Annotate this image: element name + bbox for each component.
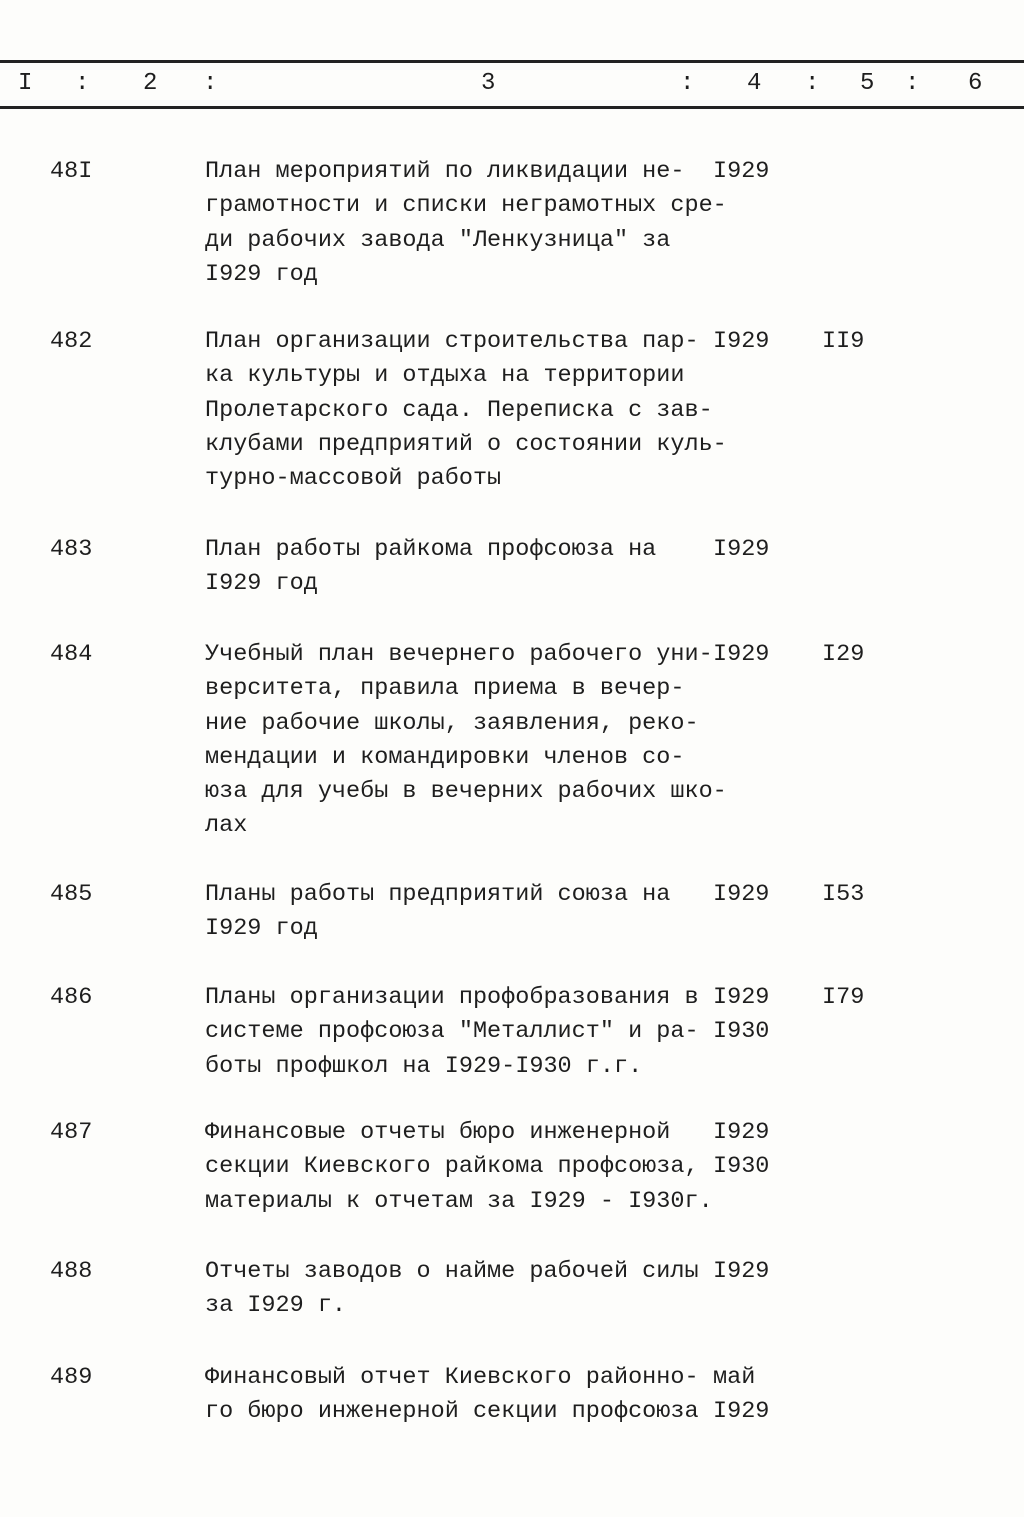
date-value: I929 bbox=[713, 1258, 770, 1285]
item-dates bbox=[713, 1361, 769, 1430]
item-description bbox=[205, 1361, 725, 1430]
description-line: верситета, правила приема в вечер- bbox=[205, 675, 685, 703]
item-description bbox=[205, 533, 725, 602]
description-line: Учебный план вечернего рабочего уни- bbox=[205, 641, 713, 668]
item-number: 489 bbox=[50, 1364, 93, 1391]
item-dates bbox=[713, 878, 769, 912]
item-number: 48I bbox=[50, 158, 93, 185]
description-line: I929 год bbox=[205, 260, 318, 288]
date-value: I929 bbox=[713, 881, 770, 908]
item-dates bbox=[713, 638, 769, 672]
description-line: Планы работы предприятий союза на bbox=[205, 881, 671, 908]
description-line: секции Киевского райкома профсоюза, bbox=[205, 1153, 699, 1181]
description-line: План мероприятий по ликвидации не- bbox=[205, 158, 685, 185]
column-4-header: 4 bbox=[747, 70, 762, 97]
item-number: 486 bbox=[50, 984, 93, 1011]
date-value: I930 bbox=[713, 1153, 770, 1181]
item-sheet-count: II9 bbox=[822, 328, 865, 355]
header-top-rule bbox=[0, 60, 1024, 63]
description-line: Отчеты заводов о найме рабочей силы bbox=[205, 1258, 699, 1285]
column-1-header: I bbox=[18, 70, 33, 97]
column-5-header: 5 bbox=[860, 70, 875, 97]
description-line: боты профшкол на I929-I930 г.г. bbox=[205, 1052, 643, 1080]
item-dates bbox=[713, 533, 769, 567]
item-sheet-count: I29 bbox=[822, 641, 865, 668]
item-description bbox=[205, 325, 725, 496]
item-number: 487 bbox=[50, 1119, 93, 1146]
header-bottom-rule bbox=[0, 106, 1024, 109]
description-line: ка культуры и отдыха на территории bbox=[205, 362, 685, 390]
item-description bbox=[205, 981, 725, 1084]
separator: : bbox=[905, 70, 920, 97]
description-line: клубами предприятий о состоянии куль- bbox=[205, 430, 727, 458]
item-description bbox=[205, 638, 725, 844]
description-line: ди рабочих завода "Ленкузница" за bbox=[205, 226, 671, 254]
description-line: План организации строительства пар- bbox=[205, 328, 699, 355]
date-value: I929 bbox=[713, 1119, 770, 1146]
description-line: лах bbox=[205, 812, 248, 840]
item-description bbox=[205, 878, 725, 947]
description-line: Финансовый отчет Киевского районно- bbox=[205, 1364, 699, 1391]
description-line: турно-массовой работы bbox=[205, 465, 502, 493]
column-6-header: 6 bbox=[968, 70, 983, 97]
description-line: грамотности и списки неграмотных сре- bbox=[205, 192, 727, 220]
description-line: I929 год bbox=[205, 915, 318, 943]
date-value: I929 bbox=[713, 984, 770, 1011]
item-number: 482 bbox=[50, 328, 93, 355]
description-line: юза для учебы в вечерних рабочих шко- bbox=[205, 778, 727, 806]
item-number: 485 bbox=[50, 881, 93, 908]
description-line: Пролетарского сада. Переписка с зав- bbox=[205, 396, 713, 424]
description-line: системе профсоюза "Металлист" и ра- bbox=[205, 1018, 699, 1046]
item-number: 484 bbox=[50, 641, 93, 668]
separator: : bbox=[203, 70, 218, 97]
item-number: 483 bbox=[50, 536, 93, 563]
item-sheet-count: I79 bbox=[822, 984, 865, 1011]
description-line: Финансовые отчеты бюро инженерной bbox=[205, 1119, 671, 1146]
date-value: I929 bbox=[713, 536, 770, 563]
separator: : bbox=[680, 70, 695, 97]
item-dates bbox=[713, 325, 769, 359]
item-number: 488 bbox=[50, 1258, 93, 1285]
date-value: I929 bbox=[713, 1398, 770, 1426]
description-line: мендации и командировки членов со- bbox=[205, 743, 685, 771]
description-line: ние рабочие школы, заявления, реко- bbox=[205, 709, 699, 737]
description-line: материалы к отчетам за I929 - I930г. bbox=[205, 1187, 713, 1215]
item-description bbox=[205, 1255, 725, 1324]
column-3-header: 3 bbox=[481, 70, 496, 97]
separator: : bbox=[805, 70, 820, 97]
column-2-header: 2 bbox=[143, 70, 158, 97]
date-value: I929 bbox=[713, 158, 770, 185]
item-sheet-count: I53 bbox=[822, 881, 865, 908]
description-line: го бюро инженерной секции профсоюза bbox=[205, 1398, 699, 1426]
item-dates bbox=[713, 1116, 769, 1185]
item-dates bbox=[713, 1255, 769, 1289]
date-value: май bbox=[713, 1364, 756, 1391]
description-line: План работы райкома профсоюза на bbox=[205, 536, 657, 563]
item-description bbox=[205, 1116, 725, 1219]
date-value: I929 bbox=[713, 328, 770, 355]
date-value: I929 bbox=[713, 641, 770, 668]
date-value: I930 bbox=[713, 1018, 770, 1046]
description-line: за I929 г. bbox=[205, 1292, 347, 1320]
separator: : bbox=[75, 70, 90, 97]
item-dates bbox=[713, 155, 769, 189]
item-dates bbox=[713, 981, 769, 1050]
description-line: Планы организации профобразования в bbox=[205, 984, 699, 1011]
item-description bbox=[205, 155, 725, 292]
description-line: I929 год bbox=[205, 570, 318, 598]
